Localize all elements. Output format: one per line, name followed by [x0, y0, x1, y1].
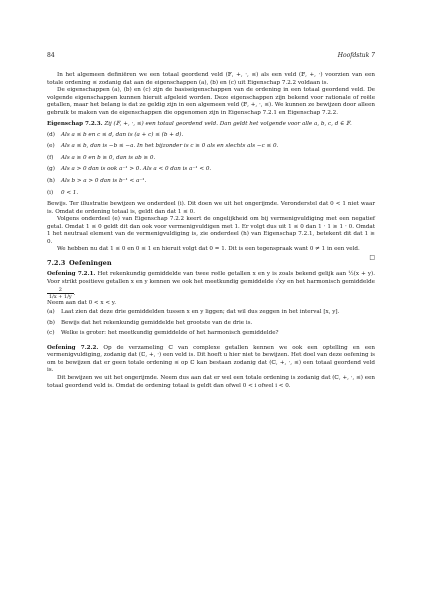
property-7-2-3 — [47, 121, 375, 129]
property-label: Eigenschap 7.2.3. — [47, 121, 103, 128]
list-item: (a) Laat zien dat deze drie gemiddelden tussen x en y liggen; dat wil dus zeggen in het interval [x, y]. — [47, 309, 340, 316]
list-item: (b) Bewijs dat het rekenkundig gemiddelde het grootste van de drie is. — [47, 319, 253, 326]
section-heading — [47, 260, 375, 268]
qed-symbol: □ — [369, 253, 375, 261]
section-number: 7.2.3 — [47, 258, 66, 267]
exercise-paragraph: Dit bewijzen we uit het ongerijmde. Neem dus aan dat er wel een totale ordening is zodanig dat (ℂ, +, ·, ≤) een totaal geordend veld is. Omdat de ordening totaal is geldt dan ofwel 0 < i ofwel i < 0. — [47, 374, 375, 389]
exercise-assumption: Neem aan dat 0 < x < y. — [47, 299, 116, 306]
property-statement: Zij (𝔽, +, ·, ≤) een totaal geordend veld. Dan geldt het volgende voor alle a, b, c, d ∈ 𝔽. — [104, 121, 352, 128]
exercise-label: Oefening 7.2.1. — [47, 271, 96, 278]
exercise-text: Het rekenkundig gemiddelde van twee reële getallen x en y is zoals bekend gelijk aan ½(x + y). Voor strikt positieve getallen x en y kennen we ook het meetkundig gemiddelde √xy en het harmonisch gemiddelde — [47, 271, 376, 286]
list-item: (h) Als b > a > 0 dan is b⁻¹ < a⁻¹. — [47, 178, 147, 185]
property-list — [47, 132, 375, 197]
proof-paragraph-2: Volgens onderdeel (e) van Eigenschap 7.2.2 keert de ongelijkheid om bij vermenigvuldiging met een negatief getal. Omdat 1 ≤ 0 geldt dit dan ook voor vermenigvuldigen met 1. Er volgt dus uit 1 ≤ 0 dan 1 · 1 ≥ 1 · 0. Omdat 1 het neutraal element van de vermenigvuldiging is, zie onderdeel (h) van Eigenschap 7.2.1, betekent dit dat 1 ≥ 0. — [47, 216, 375, 245]
list-item: (e) Als a ≤ b, dan is −b ≤ −a. In het bijzonder is c ≥ 0 als en slechts als −c ≤ 0. — [47, 143, 279, 150]
intro-paragraph-2: De eigenschappen (a), (b) en (c) zijn de basiseigenschappen van de ordening in een totaal geordend veld. De volgende eigenschappen kunnen hieruit afgeleid worden. Deze eigenschappen zijn bekend voor rationale of reële getallen, maar het belang is dat ze geldig zijn in een algemeen veld (𝔽, +, ·, ≤). We kunnen ze bewijzen door alleen gebruik te maken van de eigenschappen die opgenomen zijn in Eigenschap 7.2.1 en Eigenschap 7.2.2. — [47, 87, 375, 116]
harmonic-fraction: $\frac{2}{1/x + 1/y}$ — [49, 286, 72, 300]
list-item: (f) Als a ≥ 0 en b ≥ 0, dan is ab ≥ 0. — [47, 154, 156, 161]
list-item: (c) Welke is groter: het meetkundig gemiddelde of het harmonisch gemiddelde? — [47, 330, 279, 337]
chapter-title: Hoofdstuk 7 — [337, 52, 375, 59]
exercise-text: Op de verzameling ℂ van complexe getallen kennen we ook een optelling en een vermenigvuldiging, zodanig dat (ℂ, +, ·) een veld is. Dit hoeft u hier niet te bewijzen. Het doel van deze oefening is om te bewijzen dat er geen totale ordening ≤ op ℂ kan bestaan zodanig dat (ℂ, +, ·, ≤) een totaal geordend veld is. — [47, 344, 375, 374]
exercise-7-2-1: Oefening 7.2.1. Het rekenkundig gemiddelde van twee reële getallen x en y is zoals bekend gelijk aan ½(x + y). Voor strikt positieve getallen x en y kennen we ook het meetkundig gemiddelde √xy en het harmonisch gemiddelde $\frac{2}{1/x + 1/y}$ . — [47, 271, 376, 300]
proof-paragraph-3: We hebben nu dat 1 ≤ 0 en 0 ≤ 1 en hieruit volgt dat 0 = 1. Dit is een tegenspraak want 0 ≠ 1 in een veld. □ — [57, 246, 375, 261]
intro-paragraph-1: In het algemeen definiëren we een totaal geordend veld (𝔽, +, ·, ≤) als een veld (𝔽, +, ·) voorzien van een totale ordening ≤ zodanig dat aan de eigenschappen (a), (b) en (c) uit Eigenschap 7.2.2 voldaan is. — [47, 72, 375, 86]
section-title: Oefeningen — [69, 258, 112, 267]
list-item: (d) Als a ≤ b en c ≤ d, dan is (a + c) ≤ (b + d). — [47, 131, 184, 138]
exercise-label: Oefening 7.2.2. — [47, 344, 99, 351]
proof-paragraph-1: Bewijs. Ter illustratie bewijzen we onderdeel (i). Dit doen we uit het ongerijmde. Veronderstel dat 0 < 1 niet waar is. Omdat de ordening totaal is, geldt dan dat 1 ≤ 0. — [47, 201, 375, 215]
page-body — [47, 72, 375, 390]
list-item: (i) 0 < 1. — [47, 189, 79, 196]
exercise-list — [47, 309, 375, 338]
list-item: (g) Als a > 0 dan is ook a⁻¹ > 0. Als a < 0 dan is a⁻¹ < 0. — [47, 166, 212, 173]
exercise-7-2-2 — [47, 345, 375, 375]
page-number: 84 — [47, 52, 55, 59]
